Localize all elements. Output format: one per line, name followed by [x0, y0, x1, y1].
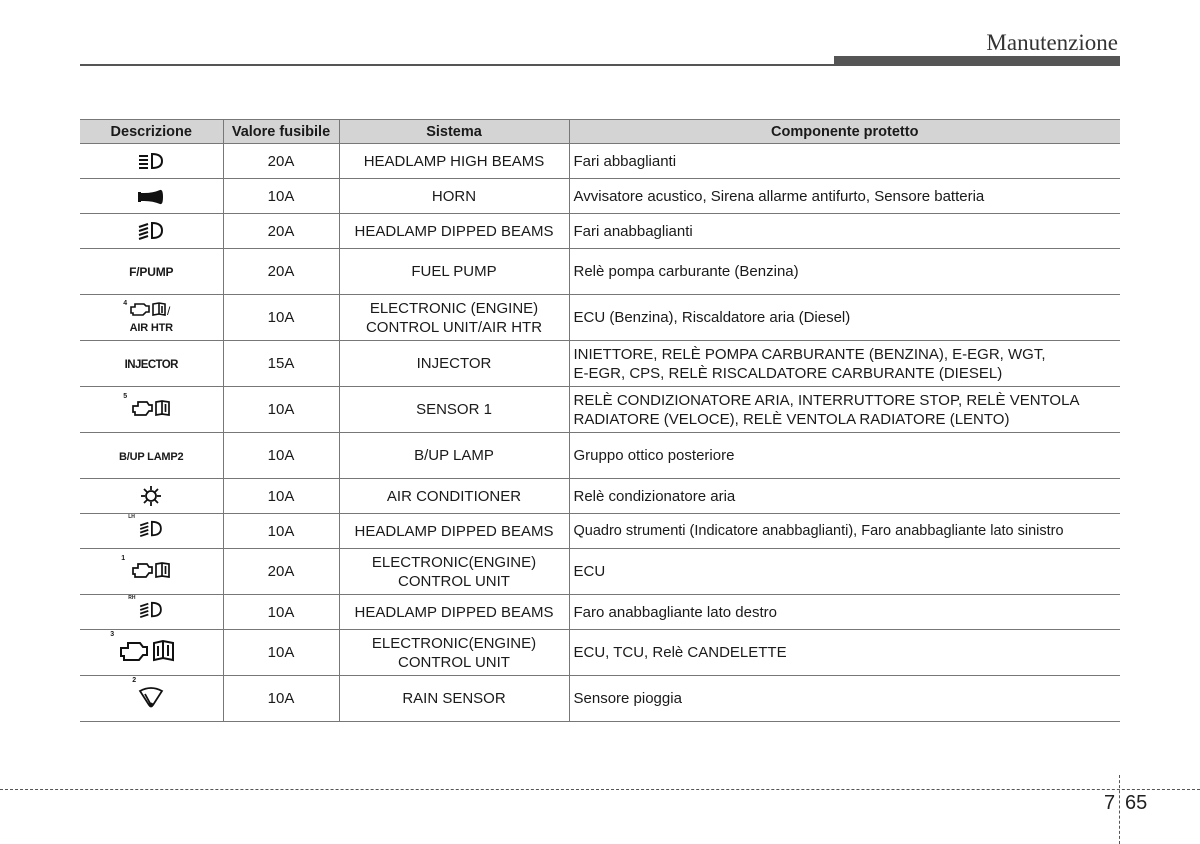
- fuse-component: Sensore pioggia: [569, 676, 1120, 722]
- fuse-value: 15A: [223, 341, 339, 387]
- fuse-component: ECU: [569, 549, 1120, 595]
- header-descrizione: Descrizione: [80, 120, 223, 144]
- fuse-system-line2: CONTROL UNIT/AIR HTR: [365, 318, 543, 336]
- headlamp-dipped-beam-icon: [138, 520, 164, 538]
- fuse-system: HEADLAMP DIPPED BEAMS: [339, 514, 569, 549]
- fuse-component: Quadro strumenti (Indicatore anabbaglianti), Faro anabbagliante lato sinistro: [569, 514, 1120, 549]
- fuse-value: 10A: [223, 514, 339, 549]
- table-row: [80, 676, 1120, 722]
- page-number: 65: [1125, 792, 1148, 814]
- fuse-component: Gruppo ottico posteriore: [569, 433, 1120, 479]
- fuse-index: 1: [121, 554, 126, 562]
- engine-book-icon: [131, 561, 171, 579]
- horn-icon: [136, 189, 166, 205]
- fuse-value: 20A: [223, 144, 339, 179]
- table-row: [80, 214, 1120, 249]
- table-row: [80, 179, 1120, 214]
- fuse-system: B/UP LAMP: [339, 433, 569, 479]
- fuse-label: F/PUMP: [129, 265, 174, 279]
- table-row: [80, 341, 1120, 387]
- table-row: [80, 630, 1120, 676]
- fuse-component: Fari abbaglianti: [569, 144, 1120, 179]
- headlamp-high-beam-icon: [137, 152, 165, 170]
- fuse-component: Relè condizionatore aria: [569, 479, 1120, 514]
- fuse-system: AIR CONDITIONER: [339, 479, 569, 514]
- fuse-label: AIR HTR: [129, 321, 173, 334]
- fuse-value: 10A: [223, 387, 339, 433]
- fuse-index: 2: [132, 676, 137, 684]
- header-componente-protetto: Componente protetto: [569, 120, 1120, 144]
- fuse-component: ECU, TCU, Relè CANDELETTE: [569, 630, 1120, 676]
- fuse-system: HEADLAMP DIPPED BEAMS: [339, 214, 569, 249]
- fuse-value: 10A: [223, 433, 339, 479]
- fuse-component: Relè pompa carburante (Benzina): [569, 249, 1120, 295]
- fuse-system: SENSOR 1: [339, 387, 569, 433]
- engine-book-icon: [118, 639, 184, 663]
- fuse-component: Avvisatore acustico, Sirena allarme antifurto, Sensore batteria: [569, 179, 1120, 214]
- fuse-index: LH: [128, 514, 135, 520]
- header-sistema: Sistema: [339, 120, 569, 144]
- table-row: [80, 479, 1120, 514]
- footer-divider: [0, 789, 1200, 790]
- fuse-component: ECU (Benzina), Riscaldatore aria (Diesel): [569, 295, 1120, 341]
- fuse-value: 10A: [223, 630, 339, 676]
- header-rule: [80, 64, 1120, 66]
- fuse-component-line1: RELÈ CONDIZIONATORE ARIA, INTERRUTTORE STOP, RELÈ VENTOLA: [573, 391, 1080, 409]
- fuse-component-line2: RADIATORE (VELOCE), RELÈ VENTOLA RADIATORE (LENTO): [573, 410, 1010, 428]
- fuse-system: FUEL PUMP: [339, 249, 569, 295]
- fuse-label: INJECTOR: [124, 359, 178, 371]
- svg-text:/: /: [167, 303, 171, 317]
- fuse-value: 10A: [223, 479, 339, 514]
- table-row: [80, 595, 1120, 630]
- headlamp-dipped-beam-icon: [138, 601, 164, 619]
- table-row: [80, 549, 1120, 595]
- fuse-value: 10A: [223, 676, 339, 722]
- fuse-system: HEADLAMP DIPPED BEAMS: [339, 595, 569, 630]
- fuse-table: [80, 119, 1120, 722]
- fuse-system: HORN: [339, 179, 569, 214]
- fuse-value: 20A: [223, 249, 339, 295]
- fuse-system-line1: ELECTRONIC(ENGINE): [371, 634, 537, 652]
- page-header-title: Manutenzione: [986, 30, 1118, 55]
- headlamp-dipped-beam-icon: [137, 221, 165, 241]
- fuse-index: RH: [128, 595, 136, 601]
- fuse-index: 5: [123, 392, 128, 400]
- fuse-value: 20A: [223, 214, 339, 249]
- fuse-value: 10A: [223, 295, 339, 341]
- fuse-system: INJECTOR: [339, 341, 569, 387]
- table-row: [80, 249, 1120, 295]
- footer-vertical-divider: [1119, 775, 1120, 844]
- fuse-component: Faro anabbagliante lato destro: [569, 595, 1120, 630]
- chapter-number: 7: [1104, 792, 1116, 814]
- fuse-label: B/UP LAMP2: [119, 451, 184, 463]
- table-row: [80, 433, 1120, 479]
- fuse-component: Fari anabbaglianti: [569, 214, 1120, 249]
- fuse-value: 20A: [223, 549, 339, 595]
- fuse-system-line2: CONTROL UNIT: [398, 572, 510, 590]
- header-valore-fusibile: Valore fusibile: [223, 120, 339, 144]
- air-conditioner-icon: [140, 485, 162, 507]
- table-row: [80, 144, 1120, 179]
- fuse-system-line1: ELECTRONIC(ENGINE): [371, 553, 537, 571]
- table-header-row: [80, 120, 1120, 144]
- fuse-system-line1: ELECTRONIC (ENGINE): [369, 299, 539, 317]
- fuse-index: 4: [123, 299, 128, 307]
- table-row: [80, 387, 1120, 433]
- fuse-value: 10A: [223, 179, 339, 214]
- table-row: [80, 514, 1120, 549]
- wiper-icon: [138, 685, 164, 709]
- fuse-system: HEADLAMP HIGH BEAMS: [339, 144, 569, 179]
- fuse-index: 3: [110, 630, 115, 638]
- table-row: [80, 295, 1120, 341]
- engine-book-icon: [131, 399, 171, 417]
- fuse-system-line2: CONTROL UNIT: [398, 653, 510, 671]
- fuse-component-line1: INIETTORE, RELÈ POMPA CARBURANTE (BENZINA), E-EGR, WGT,: [573, 345, 1046, 363]
- engine-book-icon: [129, 301, 173, 317]
- fuse-system: RAIN SENSOR: [339, 676, 569, 722]
- fuse-value: 10A: [223, 595, 339, 630]
- fuse-component-line2: E-EGR, CPS, RELÈ RISCALDATORE CARBURANTE (DIESEL): [573, 364, 1003, 382]
